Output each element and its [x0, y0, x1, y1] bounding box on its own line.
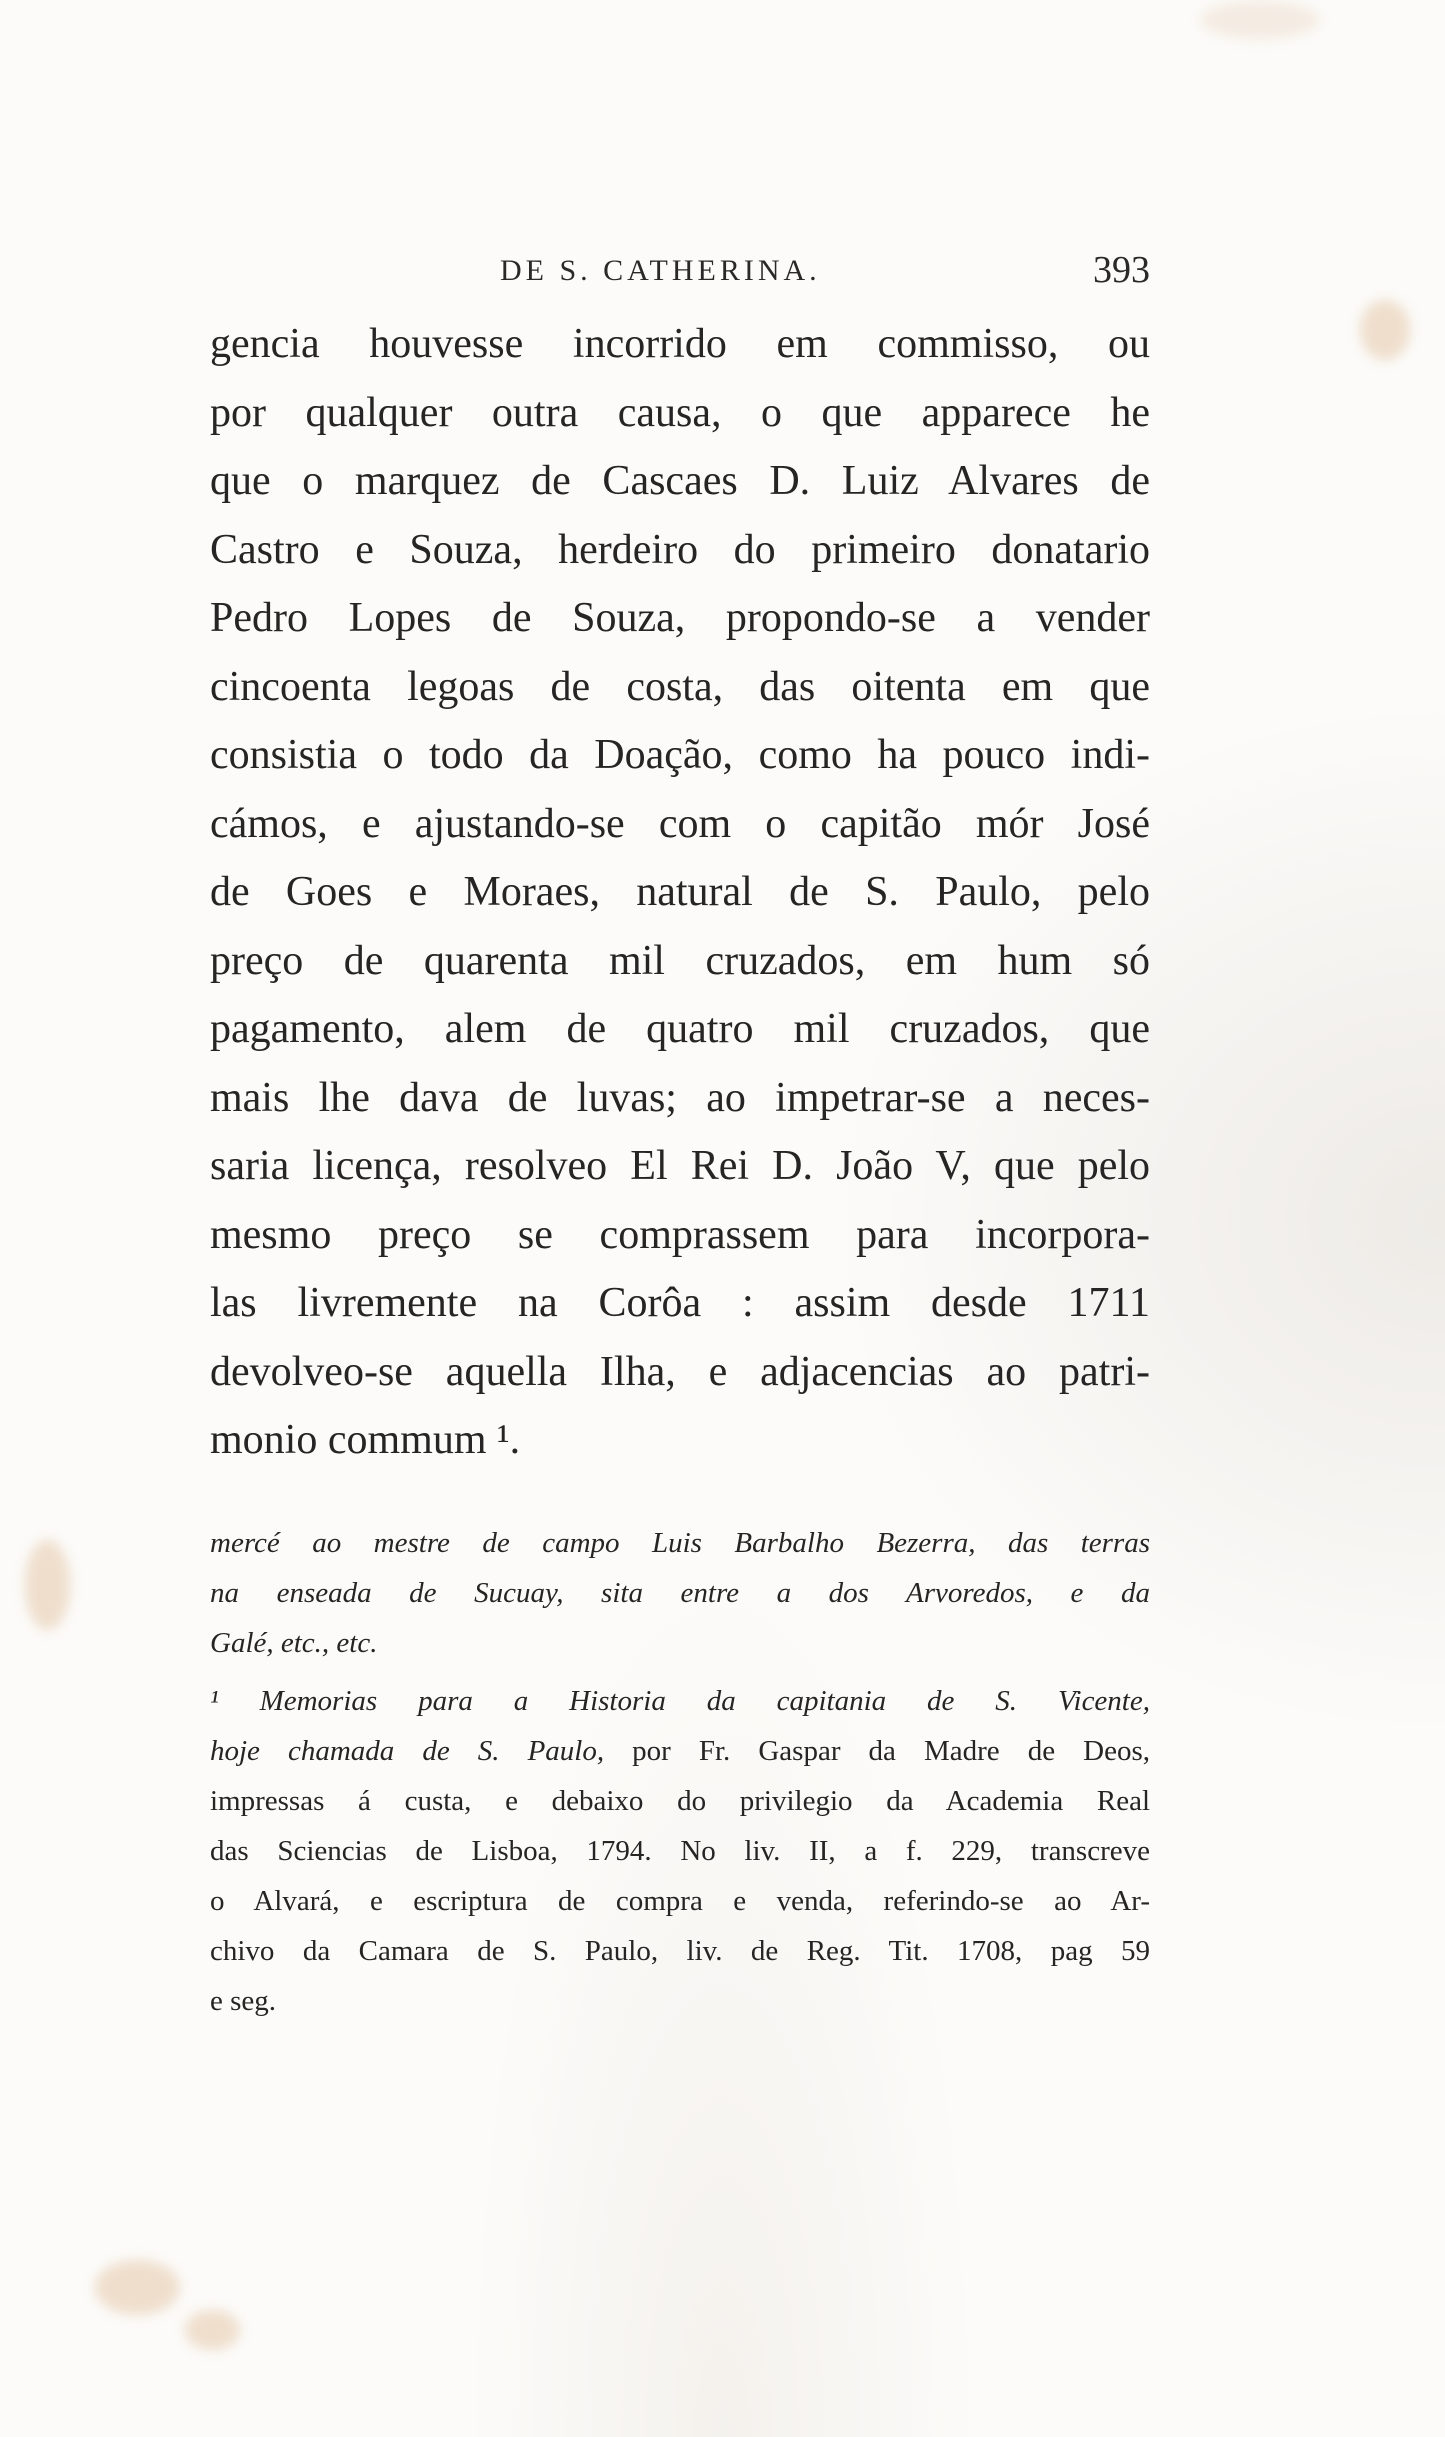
- text-line: mais lhe dava de luvas; ao impetrar-se a neces-: [210, 1074, 1150, 1121]
- footnote-continued-line: Galé, etc., etc.: [210, 1627, 378, 1659]
- text-line: saria licença, resolveo El Rei D. João V, que pelo: [210, 1143, 1150, 1189]
- footnotes: [210, 1518, 1150, 2026]
- paper-stain: [95, 2260, 180, 2315]
- paper-stain: [185, 2310, 240, 2350]
- page-number: 393: [1093, 249, 1150, 291]
- text-line: mesmo preço se comprassem para incorpora-: [210, 1211, 1150, 1258]
- text-line: consistia o todo da Doação, como ha pouco indi-: [210, 732, 1150, 778]
- text-line: monio commum ¹.: [210, 1417, 521, 1463]
- running-title: DE S. CATHERINA.: [500, 254, 821, 287]
- text-line: por qualquer outra causa, o que apparece he: [210, 389, 1150, 436]
- footnote-line: chivo da Camara de S. Paulo, liv. de Reg. Tit. 1708, pag 59: [210, 1935, 1150, 1967]
- footnote-line: e seg.: [210, 1985, 277, 2017]
- footnote-line: impressas á custa, e debaixo do privilegio da Academia Real: [210, 1785, 1150, 1817]
- main-text: [210, 310, 1150, 1475]
- footnote-continued-line: na enseada de Sucuay, sita entre a dos Arvoredos, e da: [210, 1577, 1150, 1609]
- text-line: Castro e Souza, herdeiro do primeiro donatario: [210, 526, 1150, 573]
- footnote-continued-line: mercé ao mestre de campo Luis Barbalho Bezerra, das terras: [210, 1527, 1150, 1559]
- text-line: las livremente na Corôa : assim desde 1711: [210, 1280, 1150, 1326]
- footnote-line: ¹ Memorias para a Historia da capitania de S. Vicente,: [210, 1685, 1150, 1717]
- paper-stain: [1360, 300, 1410, 360]
- text-line: cámos, e ajustando-se com o capitão mór José: [210, 800, 1150, 847]
- paper-stain: [1200, 0, 1320, 40]
- text-line: preço de quarenta mil cruzados, em hum só: [210, 937, 1150, 984]
- footnote-line: o Alvará, e escriptura de compra e venda, referindo-se ao Ar-: [210, 1885, 1150, 1917]
- page-header: [210, 248, 1150, 298]
- text-line: pagamento, alem de quatro mil cruzados, que: [210, 1006, 1150, 1052]
- text-line: que o marquez de Cascaes D. Luiz Alvares de: [210, 458, 1150, 504]
- text-line: de Goes e Moraes, natural de S. Paulo, pelo: [210, 869, 1150, 915]
- text-line: Pedro Lopes de Souza, propondo-se a vender: [210, 595, 1150, 641]
- paper-stain: [25, 1540, 70, 1630]
- footnote-text: por Fr. Gaspar da Madre de Deos,: [604, 1735, 1150, 1767]
- footnote-line: [210, 1726, 1150, 1776]
- text-line: cincoenta legoas de costa, das oitenta em que: [210, 663, 1150, 710]
- footnote-italic-title: hoje chamada de S. Paulo,: [210, 1735, 605, 1767]
- text-line: devolveo-se aquella Ilha, e adjacencias ao patri-: [210, 1348, 1150, 1395]
- footnote-line: das Sciencias de Lisboa, 1794. No liv. II, a f. 229, transcreve: [210, 1835, 1150, 1867]
- text-line: gencia houvesse incorrido em commisso, ou: [210, 321, 1150, 367]
